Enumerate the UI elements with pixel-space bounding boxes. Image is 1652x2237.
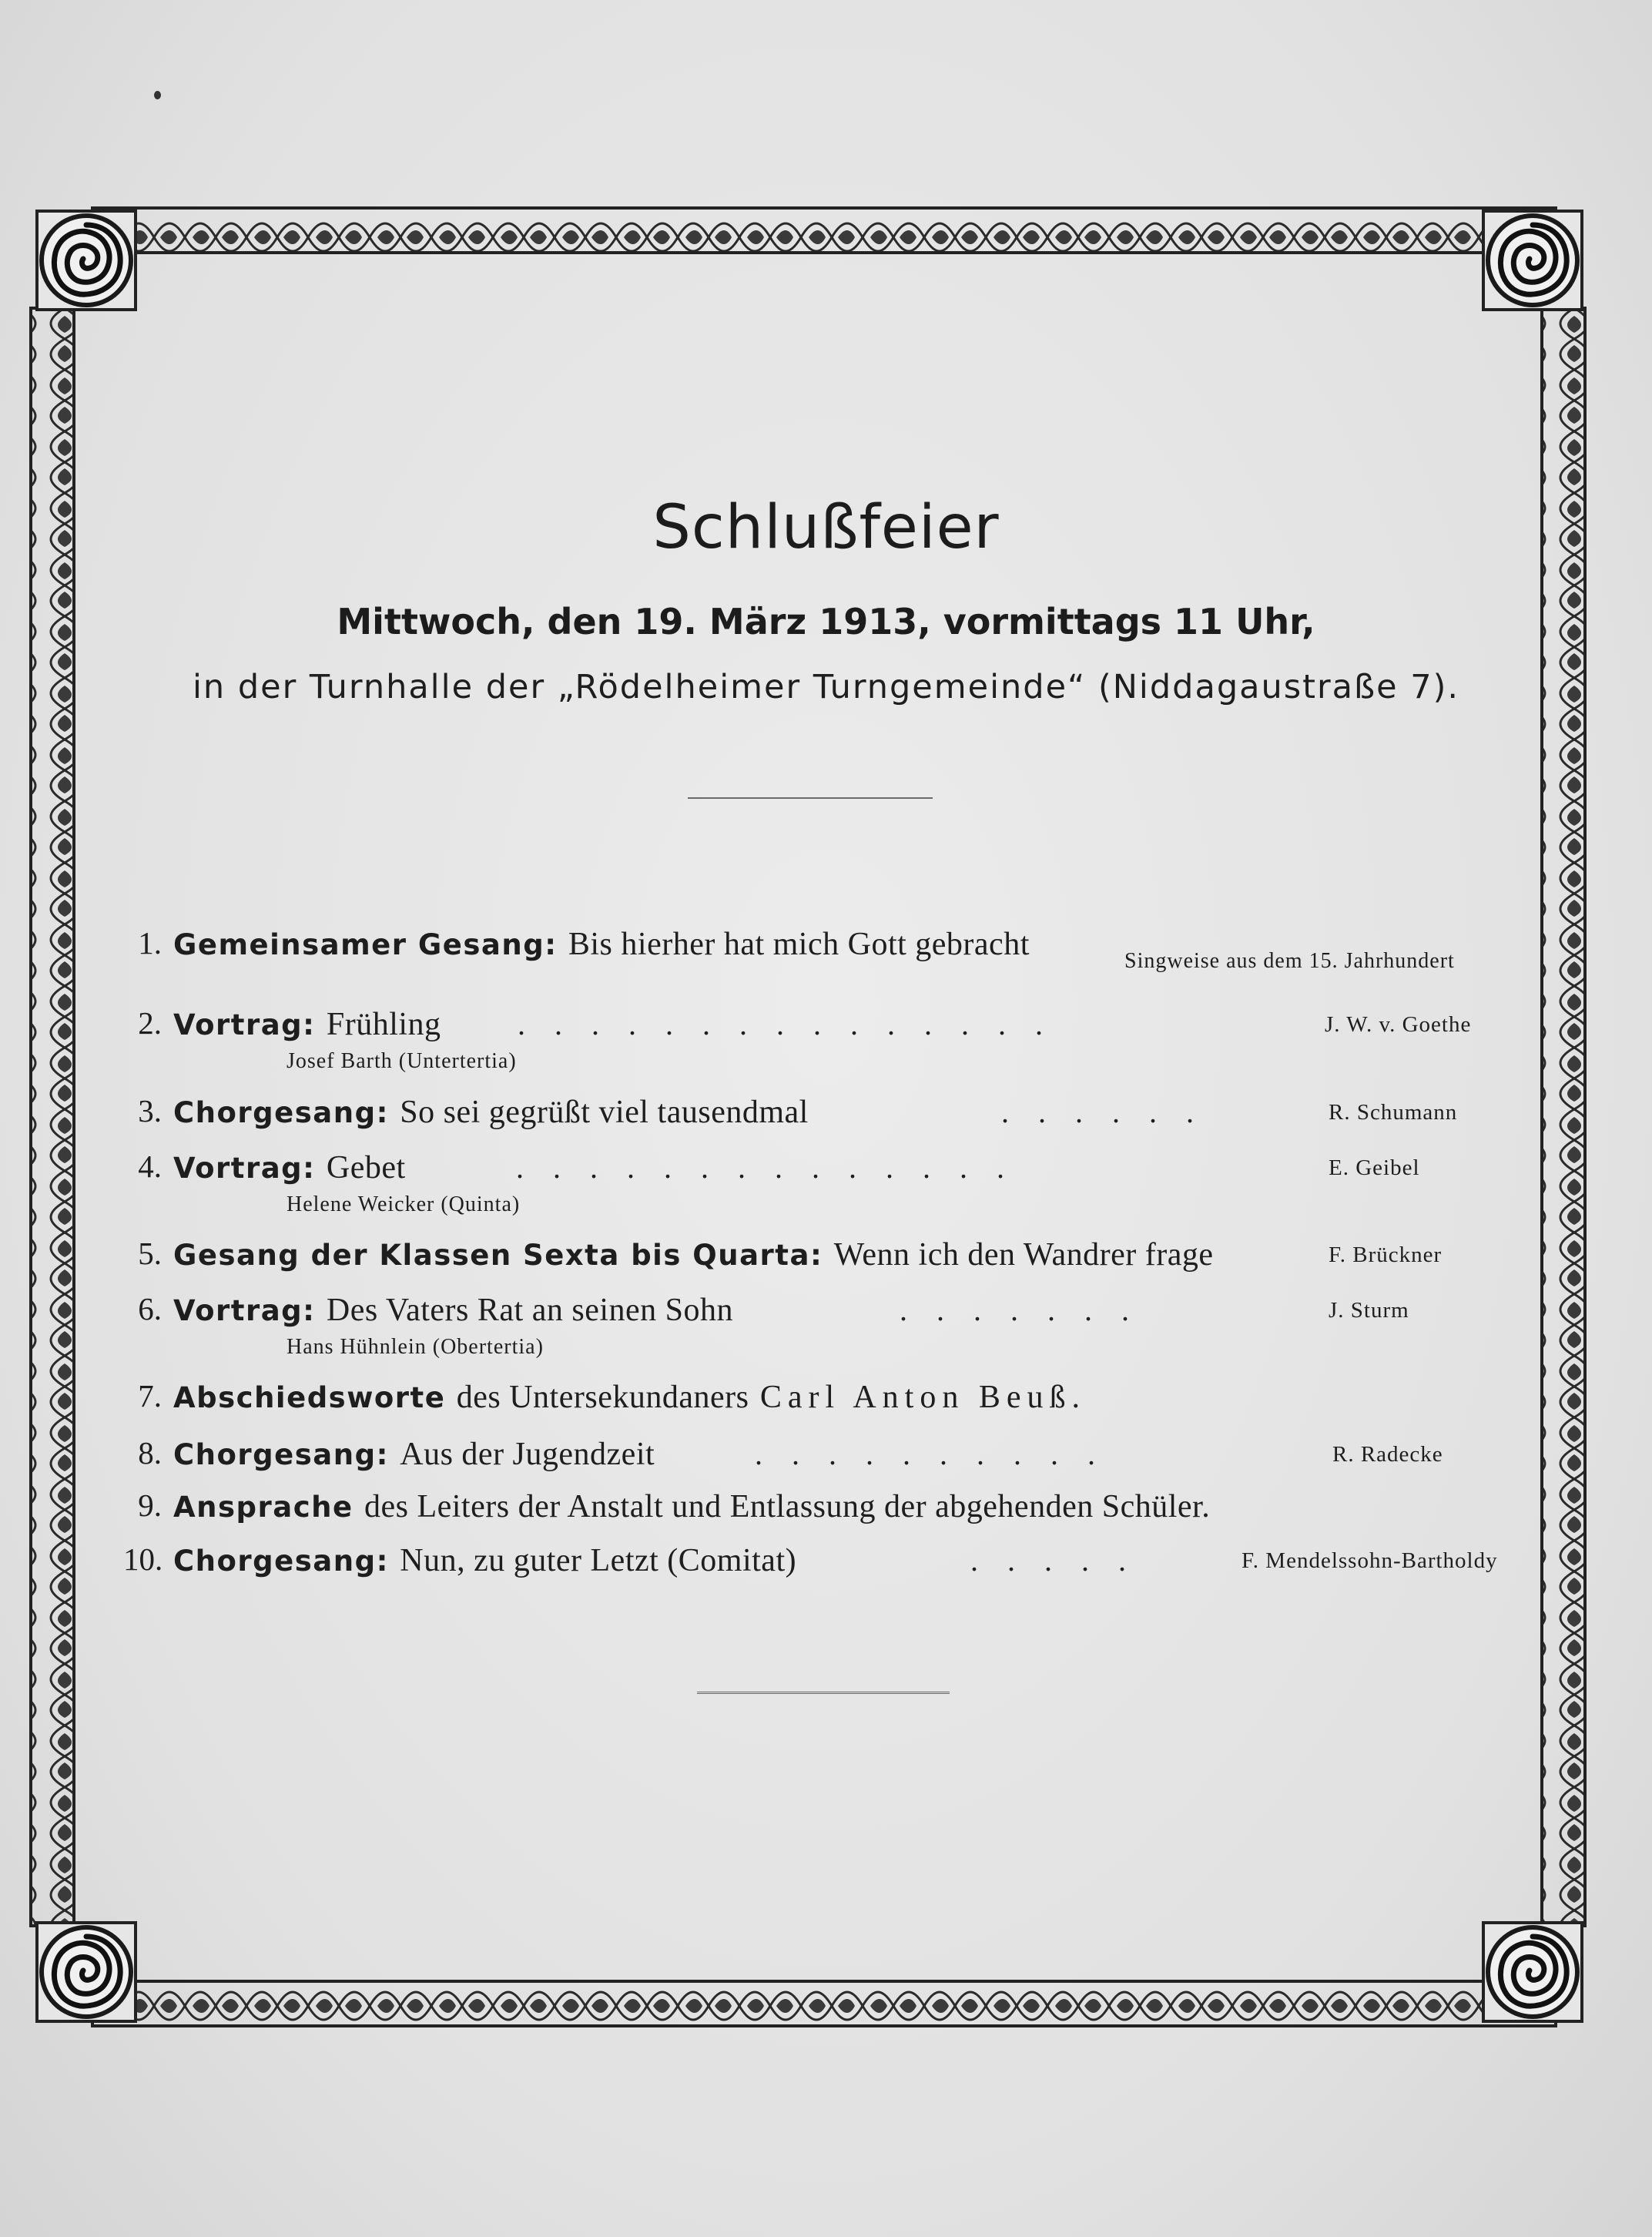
item-performer: Helene Weicker (Quinta) xyxy=(287,1192,521,1216)
item-performer: Josef Barth (Untertertia) xyxy=(287,1049,517,1073)
leader-dots: ...... xyxy=(1001,1095,1223,1129)
venue-line: in der Turnhalle der „Rödelheimer Turngemeinde“ (Niddagaustraße 7). xyxy=(192,668,1460,706)
item-title: Gebet xyxy=(326,1150,406,1186)
item-number: 9. xyxy=(138,1487,162,1523)
item-title: Wenn ich den Wandrer frage xyxy=(833,1237,1214,1273)
leader-dots: .......... xyxy=(755,1437,1124,1471)
item-label: Gesang der Klassen Sexta bis Quarta: Wenn ich den Wandrer frage xyxy=(173,1237,1214,1273)
item-label: Vortrag: Des Vaters Rat an seinen Sohn xyxy=(173,1293,733,1328)
item-number: 1. xyxy=(138,925,162,961)
item-number: 8. xyxy=(138,1435,162,1471)
item-title: Bis hierher hat mich Gott gebracht xyxy=(568,927,1030,962)
item-title: So sei gegrüßt viel tausendmal xyxy=(400,1095,809,1130)
item-number: 2. xyxy=(138,1005,162,1041)
item-label: Vortrag: Frühling xyxy=(173,1007,441,1042)
program-item xyxy=(0,1148,1652,1216)
item-author: F. Brückner xyxy=(1329,1243,1443,1267)
item-label: Ansprache des Leiters der Anstalt und Entlassung der abgehenden Schüler. xyxy=(173,1489,1211,1524)
program-item xyxy=(0,1004,1652,1073)
item-number: 5. xyxy=(138,1236,162,1271)
program-item xyxy=(0,1541,1652,1595)
program-item xyxy=(0,1290,1652,1359)
item-number: 6. xyxy=(138,1291,162,1326)
divider-bottom xyxy=(697,1692,950,1694)
item-author: R. Radecke xyxy=(1332,1442,1443,1467)
item-text: des Leiters der Anstalt und Entlassung der abgehenden Schüler. xyxy=(364,1489,1211,1524)
item-number: 7. xyxy=(138,1378,162,1414)
item-author: J. Sturm xyxy=(1329,1298,1409,1323)
item-label: Abschiedsworte des Untersekundaners Carl Anton Beuß. xyxy=(173,1380,1086,1415)
program-item xyxy=(0,1434,1652,1488)
divider-top xyxy=(688,797,933,799)
item-label: Chorgesang: So sei gegrüßt viel tausendmal xyxy=(173,1095,809,1130)
program-item xyxy=(0,1377,1652,1431)
item-label: Chorgesang: Aus der Jugendzeit xyxy=(173,1437,655,1472)
item-name: Carl Anton Beuß. xyxy=(759,1380,1086,1415)
item-number: 10. xyxy=(123,1541,163,1577)
program-item xyxy=(0,1092,1652,1146)
date-line: Mittwoch, den 19. März 1913, vormittags 11 Uhr, xyxy=(337,601,1315,642)
item-author: J. W. v. Goethe xyxy=(1325,1012,1472,1037)
leader-dots: .............. xyxy=(516,1150,1034,1185)
item-title: Des Vaters Rat an seinen Sohn xyxy=(326,1293,733,1328)
page-title: Schlußfeier xyxy=(652,493,1000,562)
item-label: Chorgesang: Nun, zu guter Letzt (Comitat) xyxy=(173,1543,797,1578)
item-number: 3. xyxy=(138,1093,162,1129)
item-performer: Hans Hühnlein (Obertertia) xyxy=(287,1335,544,1359)
item-title: Frühling xyxy=(326,1007,441,1042)
item-author: F. Mendelssohn-Bartholdy xyxy=(1242,1548,1498,1573)
program-item xyxy=(0,1487,1652,1541)
item-author: R. Schumann xyxy=(1329,1100,1458,1125)
item-author: E. Geibel xyxy=(1329,1155,1420,1180)
leader-dots: ..... xyxy=(970,1543,1155,1578)
item-label: Vortrag: Gebet xyxy=(173,1150,406,1186)
item-title: Nun, zu guter Letzt (Comitat) xyxy=(400,1543,797,1578)
leader-dots: ............... xyxy=(518,1007,1072,1041)
melody-note: Singweise aus dem 15. Jahrhundert xyxy=(1124,949,1455,973)
item-text: des Untersekundaners xyxy=(456,1380,749,1415)
item-number: 4. xyxy=(138,1149,162,1184)
item-label: Gemeinsamer Gesang: Bis hierher hat mich Gott gebracht xyxy=(173,927,1030,962)
program-item xyxy=(0,1235,1652,1289)
item-title: Aus der Jugendzeit xyxy=(400,1437,655,1472)
leader-dots: ....... xyxy=(900,1293,1158,1327)
